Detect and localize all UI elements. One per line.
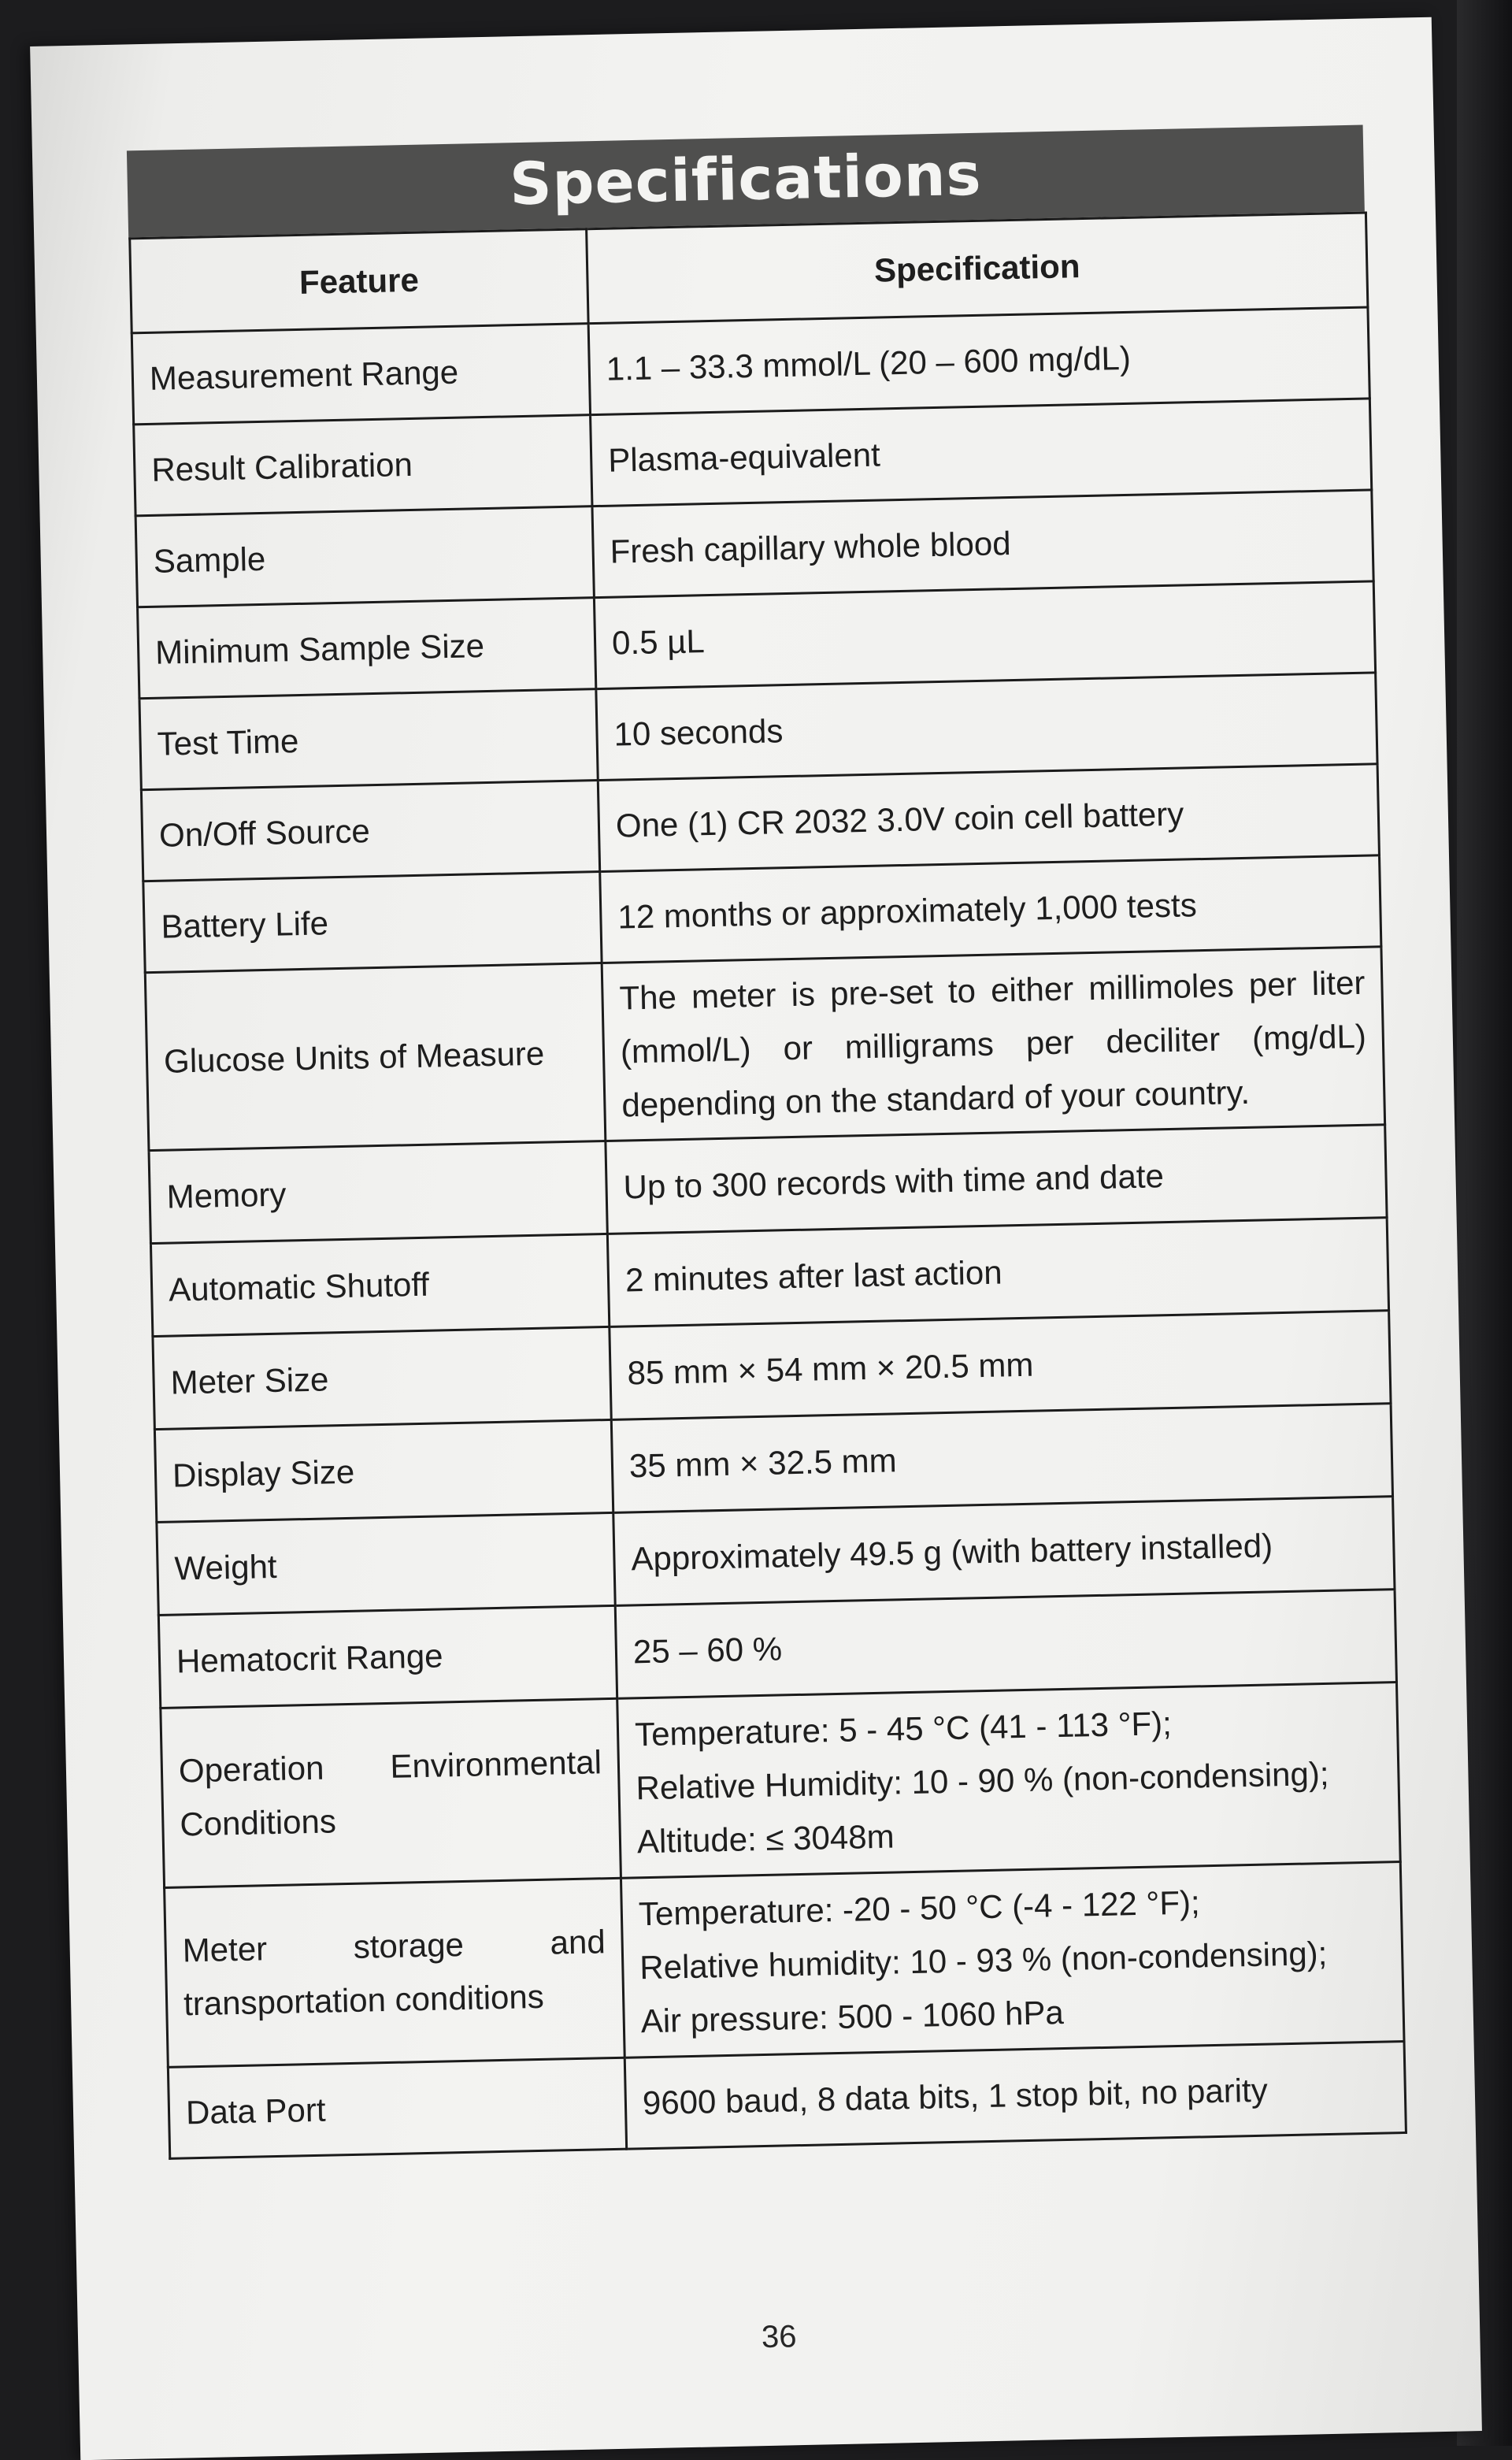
spec-cell: 25 – 60 % [615, 1590, 1396, 1699]
spec-cell: One (1) CR 2032 3.0V coin cell battery [598, 764, 1379, 872]
feature-cell: Meter Size [153, 1326, 611, 1429]
spec-cell: Fresh capillary whole blood [592, 490, 1373, 598]
spec-cell: Up to 300 records with time and date [606, 1125, 1387, 1234]
spec-cell: 12 months or approximately 1,000 tests [600, 855, 1381, 963]
spec-cell: Plasma-equivalent [591, 399, 1372, 506]
spec-line: Relative humidity: 10 - 93 % (non-condensing); [639, 1934, 1328, 1986]
spec-cell: The meter is pre-set to either millimoles per liter (mmol/L) or milligrams per deciliter (mg/dL) depending on the standard of your country. [602, 947, 1385, 1141]
spec-line: Altitude: ≤ 3048m [636, 1816, 895, 1860]
feature-cell: On/Off Source [141, 781, 599, 881]
feature-cell: Glucose Units of Measure [145, 963, 606, 1151]
feature-cell: Minimum Sample Size [138, 598, 596, 699]
column-header-specification: Specification [587, 213, 1368, 324]
spec-cell [621, 1862, 1404, 2058]
spec-cell: Approximately 49.5 g (with battery installed) [613, 1497, 1395, 1606]
spec-cell: 35 mm × 32.5 mm [611, 1404, 1392, 1513]
feature-cell: Memory [149, 1141, 607, 1243]
spec-cell: 2 minutes after last action [607, 1218, 1388, 1327]
feature-cell: Operation Environmental Conditions [161, 1698, 621, 1887]
specifications-table [128, 211, 1407, 2159]
feature-cell: Sample [135, 506, 594, 607]
spec-cell: 9600 baud, 8 data bits, 1 stop bit, no parity [624, 2041, 1406, 2149]
feature-cell: Measurement Range [132, 324, 590, 425]
table-row [145, 947, 1384, 1151]
feature-cell: Meter storage and transportation conditions [165, 1878, 625, 2067]
feature-cell: Battery Life [143, 872, 602, 973]
spec-line: Temperature: 5 - 45 °C (41 - 113 °F); [634, 1704, 1173, 1753]
feature-cell: Weight [157, 1512, 615, 1615]
manual-page [30, 17, 1482, 2460]
feature-cell: Result Calibration [134, 415, 592, 516]
page-number: 36 [761, 2319, 797, 2355]
table-row [161, 1683, 1400, 1888]
section-title: Specifications [509, 140, 983, 219]
spec-cell: 0.5 µL [594, 581, 1375, 689]
spec-line: Relative Humidity: 10 - 90 % (non-condensing); [636, 1754, 1329, 1806]
spec-cell: 1.1 – 33.3 mmol/L (20 – 600 mg/dL) [588, 307, 1369, 415]
spec-cell: 10 seconds [596, 673, 1377, 781]
feature-cell: Data Port [168, 2057, 626, 2158]
spec-line: Air pressure: 500 - 1060 hPa [640, 1993, 1065, 2039]
spec-line: Temperature: -20 - 50 °C (-4 - 122 °F); [638, 1883, 1201, 1932]
spec-cell: 85 mm × 54 mm × 20.5 mm [610, 1311, 1391, 1420]
feature-cell: Hematocrit Range [158, 1605, 617, 1708]
spec-cell [617, 1683, 1401, 1879]
feature-cell: Test Time [139, 689, 598, 790]
column-header-feature: Feature [130, 229, 588, 333]
feature-cell: Automatic Shutoff [150, 1234, 609, 1336]
feature-cell: Display Size [154, 1419, 613, 1522]
table-row [165, 1862, 1404, 2068]
